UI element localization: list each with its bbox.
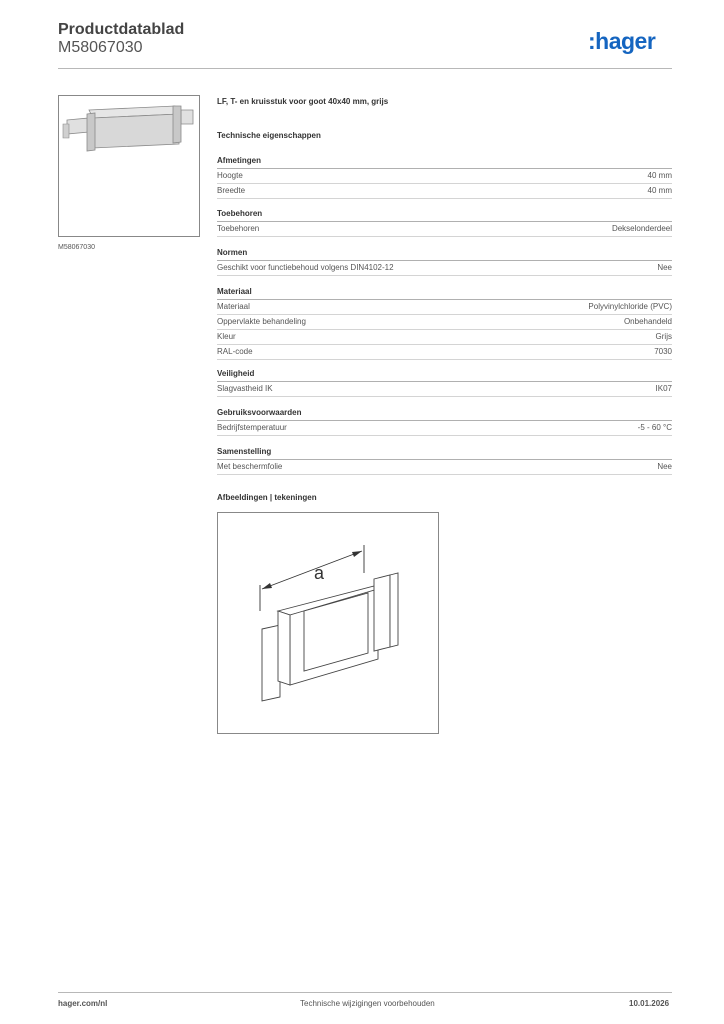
spec-row xyxy=(217,460,672,475)
spec-label: Oppervlakte behandeling xyxy=(217,317,306,326)
spec-value: 7030 xyxy=(654,347,672,356)
spec-label: RAL-code xyxy=(217,347,253,356)
technical-drawing-svg xyxy=(218,513,438,733)
section-title: Normen xyxy=(217,246,672,261)
spec-row xyxy=(217,345,672,360)
section-title: Gebruiksvoorwaarden xyxy=(217,406,672,421)
section-afmetingen xyxy=(217,154,672,199)
spec-row xyxy=(217,421,672,436)
spec-label: Toebehoren xyxy=(217,224,260,233)
product-image xyxy=(58,95,200,237)
spec-value: IK07 xyxy=(655,384,672,393)
spec-row xyxy=(217,300,672,315)
section-title: Samenstelling xyxy=(217,445,672,460)
spec-label: Bedrijfstemperatuur xyxy=(217,423,287,432)
section-title: Afmetingen xyxy=(217,154,672,169)
spec-row xyxy=(217,184,672,199)
dimension-arrow-left xyxy=(262,583,272,589)
spec-row xyxy=(217,261,672,276)
spec-value: 40 mm xyxy=(647,171,672,180)
dimension-arrow-right xyxy=(352,551,362,557)
product-code: M58067030 xyxy=(58,39,143,56)
spec-label: Kleur xyxy=(217,332,236,341)
section-normen xyxy=(217,246,672,276)
spec-label: Geschikt voor functiebehoud volgens DIN4102-12 xyxy=(217,263,394,272)
spec-value: -5 - 60 °C xyxy=(637,423,672,432)
spec-value: Polyvinylchloride (PVC) xyxy=(588,302,672,311)
footer-notice: Technische wijzigingen voorbehouden xyxy=(300,999,435,1008)
spec-value: Onbehandeld xyxy=(623,317,672,326)
spec-label: Materiaal xyxy=(217,302,250,311)
spec-value: Dekselonderdeel xyxy=(611,224,672,233)
spec-label: Hoogte xyxy=(217,171,243,180)
spec-value: Grijs xyxy=(655,332,672,341)
spec-value: 40 mm xyxy=(647,186,672,195)
product-description: LF, T- en kruisstuk voor goot 40x40 mm, grijs xyxy=(217,97,389,106)
dimension-label: a xyxy=(314,563,325,583)
footer-divider xyxy=(58,992,672,993)
product-image-caption: M58067030 xyxy=(58,244,95,251)
spec-label: Met beschermfolie xyxy=(217,462,283,471)
section-gebruiksvoorwaarden xyxy=(217,406,672,436)
section-title: Veiligheid xyxy=(217,367,672,382)
section-veiligheid xyxy=(217,367,672,397)
header-divider xyxy=(58,68,672,69)
section-title: Materiaal xyxy=(217,285,672,300)
spec-value: Nee xyxy=(657,263,672,272)
spec-row xyxy=(217,222,672,237)
product-thumbnail-drawing xyxy=(59,96,199,236)
spec-value: Nee xyxy=(657,462,672,471)
section-materiaal xyxy=(217,285,672,360)
technical-drawing xyxy=(217,512,439,734)
images-heading: Afbeeldingen | tekeningen xyxy=(217,493,317,502)
footer-website[interactable]: hager.com/nl xyxy=(58,999,108,1008)
spec-row xyxy=(217,330,672,345)
footer-date: 10.01.2026 xyxy=(629,999,670,1008)
page-title: Productdatablad xyxy=(58,21,185,38)
spec-label: Slagvastheid IK xyxy=(217,384,273,393)
spec-row xyxy=(217,382,672,397)
spec-row xyxy=(217,315,672,330)
hager-logo[interactable]: :hager xyxy=(588,28,656,54)
spec-label: Breedte xyxy=(217,186,246,195)
technical-heading: Technische eigenschappen xyxy=(217,131,321,140)
section-toebehoren xyxy=(217,207,672,237)
section-samenstelling xyxy=(217,445,672,475)
section-title: Toebehoren xyxy=(217,207,672,222)
spec-row xyxy=(217,169,672,184)
dimension-line xyxy=(262,551,362,589)
